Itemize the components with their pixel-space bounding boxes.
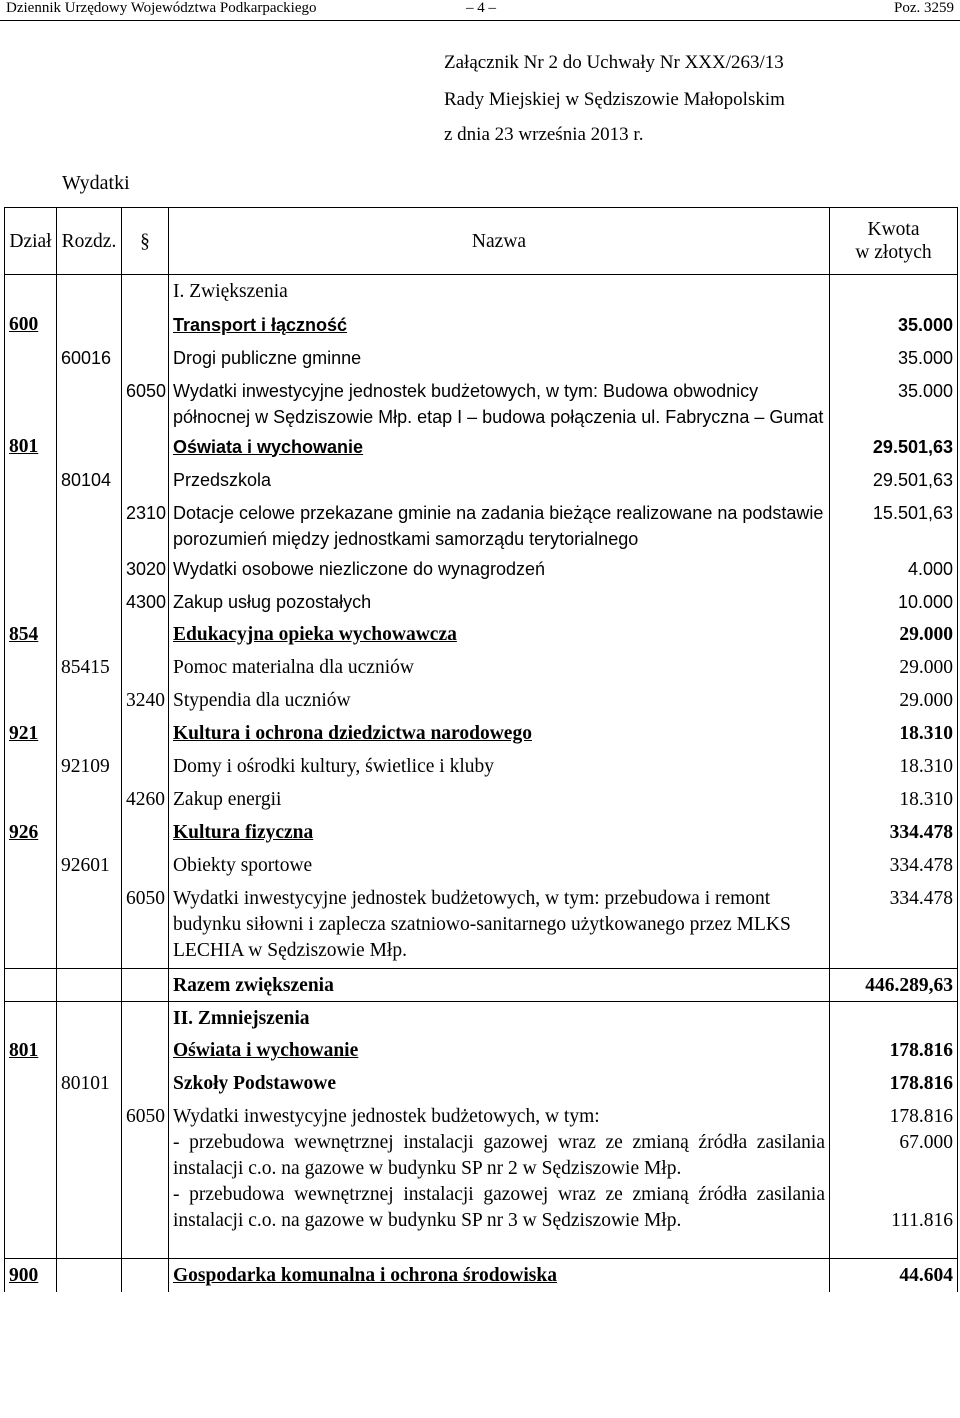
table-row: 80104 Przedszkola 29.501,63 (5, 463, 958, 496)
increases-title: I. Zwiększenia (169, 275, 830, 308)
table-row: 801 Oświata i wychowanie 29.501,63 (5, 430, 958, 463)
annex-line-1: Załącznik Nr 2 do Uchwały Nr XXX/263/13 (444, 52, 784, 73)
header-nazwa: Nazwa (169, 208, 830, 275)
page-header (0, 0, 960, 21)
table-row: 3020 Wydatki osobowe niezliczone do wynagrodzeń 4.000 (5, 552, 958, 585)
position-number: Poz. 3259 (894, 0, 954, 16)
journal-name: Dziennik Urzędowy Województwa Podkarpackiego (6, 0, 317, 16)
table-row: Razem zwiększenia 446.289,63 (5, 968, 958, 1001)
table-row: 85415 Pomoc materialna dla uczniów 29.000 (5, 651, 958, 684)
table-row: 3240 Stypendia dla uczniów 29.000 (5, 684, 958, 717)
table-row: 600 Transport i łączność 35.000 (5, 308, 958, 341)
header-dzial: Dział (5, 208, 57, 275)
table-row (5, 275, 958, 308)
expenditure-table (4, 207, 958, 1292)
table-header-row (5, 208, 958, 275)
table-row: 801 Oświata i wychowanie 178.816 (5, 1034, 958, 1067)
table-row: 2310 Dotacje celowe przekazane gminie na zadania bieżące realizowane na podstawie porozumień między jednostkami samorządu terytorialnego 15.501,63 (5, 496, 958, 552)
table-row: 921 Kultura i ochrona dziedzictwa narodowego 18.310 (5, 717, 958, 750)
annex-line-2: Rady Miejskiej w Sędziszowie Małopolskim (444, 89, 785, 110)
table-row: 92109 Domy i ośrodki kultury, świetlice i kluby 18.310 (5, 750, 958, 783)
table-row: 6050 Wydatki inwestycyjne jednostek budżetowych, w tym: Budowa obwodnicy północnej w Sędziszowie Młp. etap I – budowa połączenia ul. Fabryczna – Gumat 35.000 (5, 374, 958, 430)
table-row: 92601 Obiekty sportowe 334.478 (5, 849, 958, 882)
header-paragraph: § (122, 208, 169, 275)
table-row: 6050 Wydatki inwestycyjne jednostek budżetowych, w tym: przebudowa i remont budynku siłowni i zaplecza szatniowo-sanitarnego użytkowanego przez MLKS LECHIA w Sędziszowie Młp. 334.478 (5, 882, 958, 969)
header-rozdz: Rozdz. (57, 208, 122, 275)
header-kwota: Kwota w złotych (830, 208, 958, 275)
table-row (5, 1001, 958, 1034)
table-row: 900 Gospodarka komunalna i ochrona środowiska 44.604 (5, 1259, 958, 1292)
table-row: 4300 Zakup usług pozostałych 10.000 (5, 585, 958, 618)
table-row: 80101 Szkoły Podstawowe 178.816 (5, 1067, 958, 1100)
table-row: 854 Edukacyjna opieka wychowawcza 29.000 (5, 618, 958, 651)
table-row: 4260 Zakup energii 18.310 (5, 783, 958, 816)
decreases-title: II. Zmniejszenia (169, 1001, 830, 1034)
page-number: – 4 – (466, 0, 496, 16)
annex-line-3: z dnia 23 września 2013 r. (444, 124, 644, 145)
table-row: 926 Kultura fizyczna 334.478 (5, 816, 958, 849)
table-row: 60016 Drogi publiczne gminne 35.000 (5, 341, 958, 374)
section-title: Wydatki (62, 172, 130, 194)
table-row: 6050 Wydatki inwestycyjne jednostek budżetowych, w tym: - przebudowa wewnętrznej instalacji gazowej wraz ze zmianą źródła zasilania instalacji c.o. na gazowe w budynku SP nr 2 w Sędziszowie Młp. - przebudowa wewnętrznej instalacji gazowej wraz ze zmianą źródła zasilania instalacji c.o. na gazowe w budynku SP nr 3 w Sędziszowie Młp. 178.816 67.000 111.816 (5, 1100, 958, 1259)
